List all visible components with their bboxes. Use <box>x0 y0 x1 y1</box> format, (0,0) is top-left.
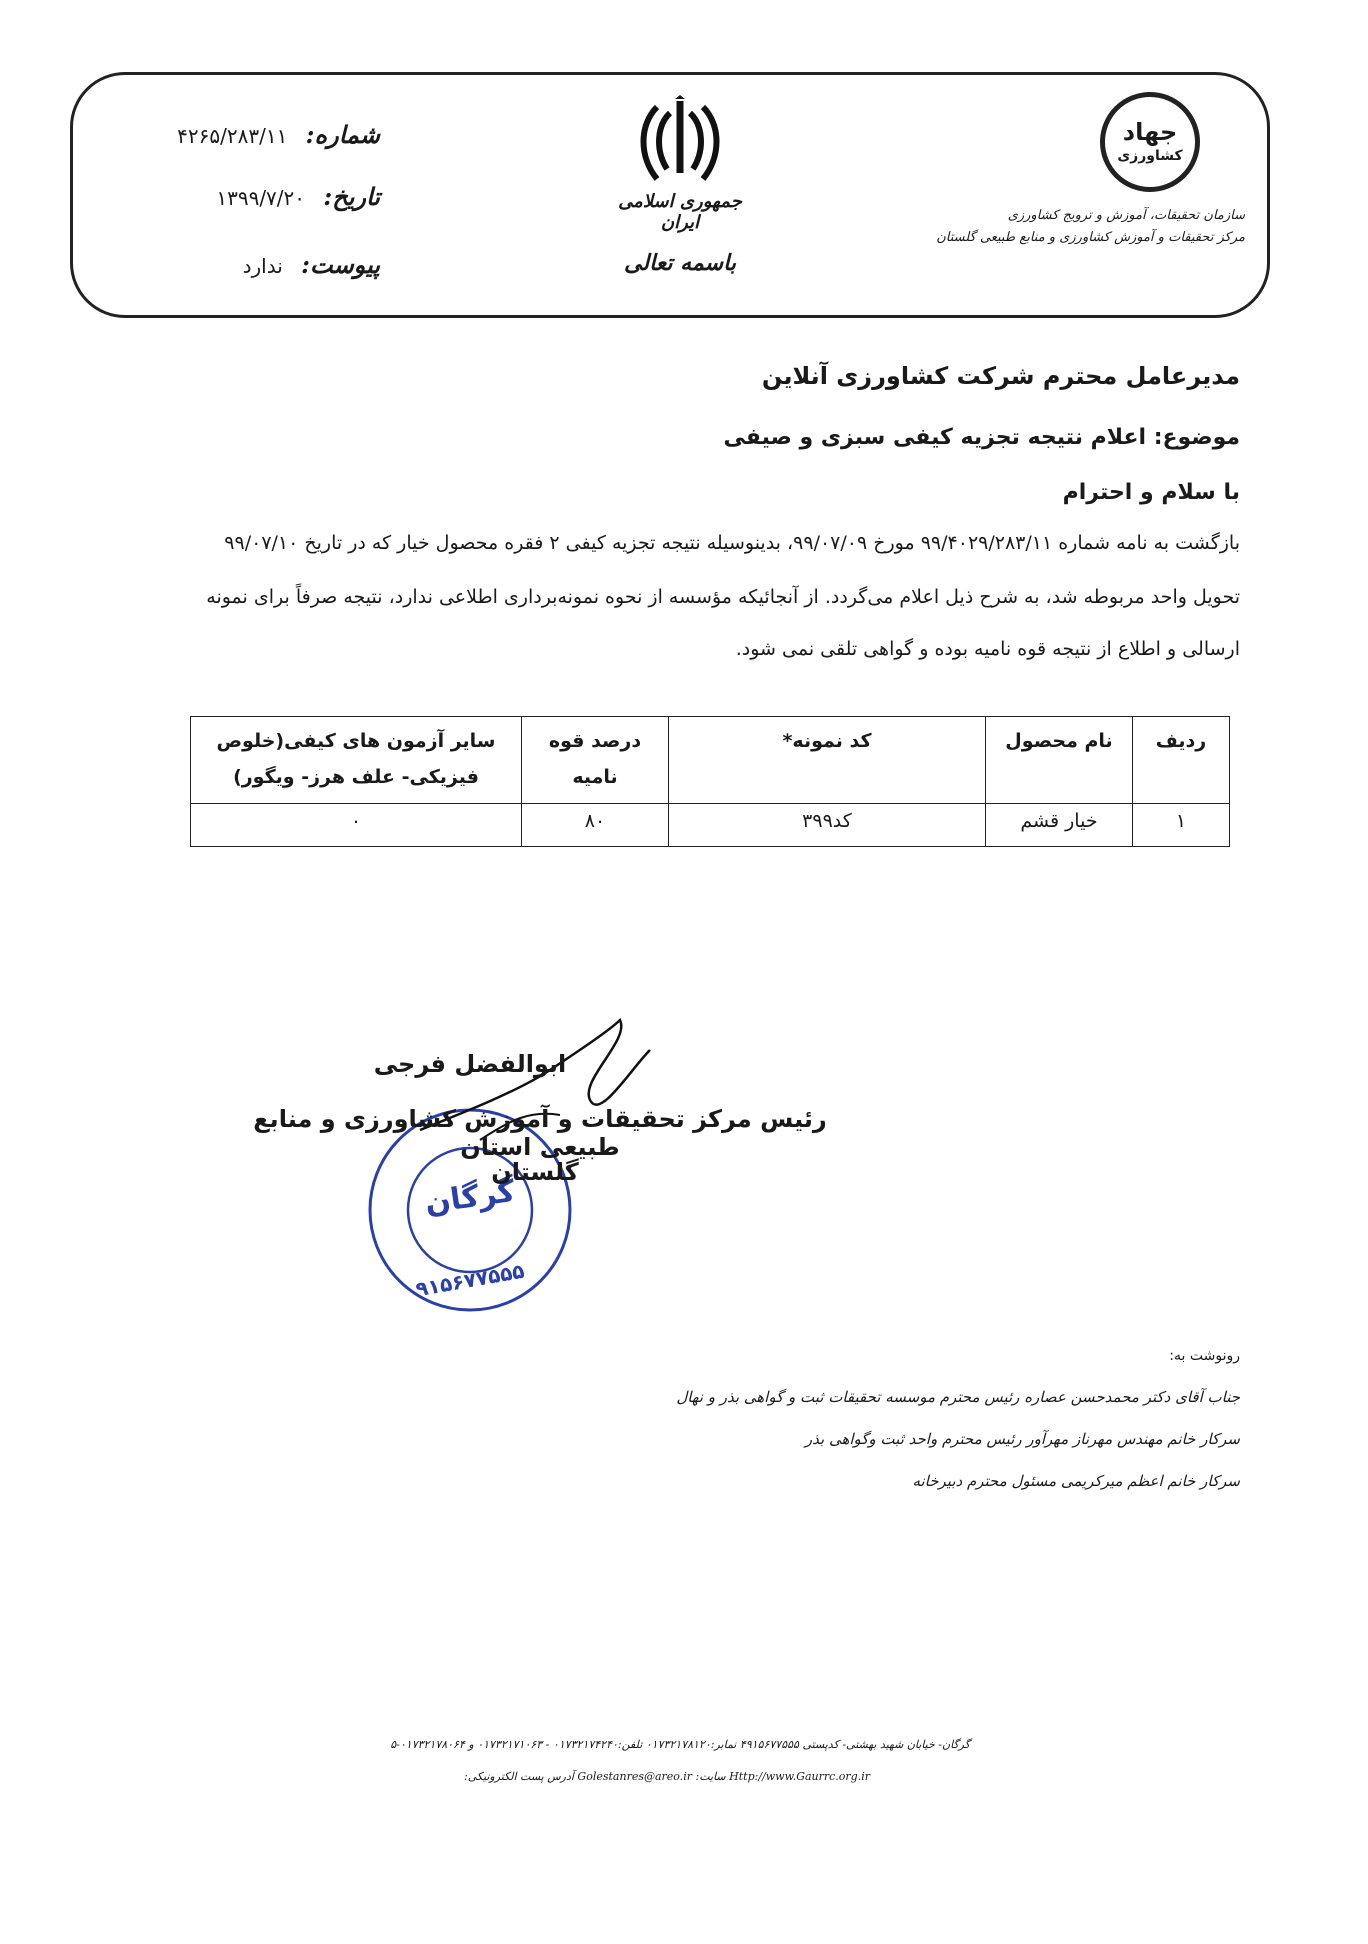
bismillah-text: باسمه تعالی <box>624 250 736 276</box>
paragraph-line-2: تحویل واحد مربوطه شد، به شرح ذیل اعلام می‌گردد. از آنجائیکه مؤسسه از نحوه نمونه‌برداری اطلاعی ندارد، نتیجه صرفاً برای نمونه <box>206 586 1240 608</box>
cell-sample-code: کد۳۹۹ <box>669 804 986 847</box>
attachment-label: پیوست: <box>301 250 380 279</box>
results-table <box>190 716 1230 847</box>
table-row <box>191 804 1230 847</box>
header-sample-code: کد نمونه* <box>669 717 986 804</box>
org-line-1: سازمان تحقیقات، آموزش و ترویج کشاورزی <box>1007 208 1245 223</box>
cc-item: سرکار خانم اعظم میرکریمی مسئول محترم دبیرخانه <box>912 1472 1240 1490</box>
logo-circle <box>1100 92 1200 192</box>
logo-text: جهاد <box>1122 118 1178 146</box>
date-value: ۱۳۹۹/۷/۲۰ <box>216 186 306 210</box>
national-emblem <box>615 95 745 233</box>
emblem-icon <box>637 95 723 187</box>
stamp-city: گرگان <box>422 1173 518 1222</box>
letter-number <box>170 120 380 149</box>
subject: موضوع: اعلام نتیجه تجزیه کیفی سبزی و صیفی <box>723 425 1240 450</box>
stamp-phone: ۹۱۵۶۷۷۵۵۵ <box>413 1258 527 1302</box>
table-header-row <box>191 717 1230 804</box>
header-product-name: نام محصول <box>986 717 1133 804</box>
header-row-number: ردیف <box>1133 717 1230 804</box>
cell-row-number: ۱ <box>1133 804 1230 847</box>
attachment-value: ندارد <box>242 254 283 278</box>
signer-province: گلستان <box>491 1158 579 1186</box>
republic-text: جمهوری اسلامی ایران <box>618 191 742 233</box>
footer-web: Http://www.Gaurrc.org.ir سایت: Golestanres@areo.ir آدرس پست الکترونیکی: <box>464 1770 870 1783</box>
recipient: مدیرعامل محترم شرکت کشاورزی آنلاین <box>761 362 1240 390</box>
letter-attachment <box>170 250 380 279</box>
footer-address: گرگان- خیابان شهید بهشتی- کدپستی ۴۹۱۵۶۷۷۵۵۵ نمابر:۰۱۷۳۲۱۷۸۱۲۰ تلفن:۰۱۷۳۲۱۷۴۲۴۰ - ۰۱۷۳۲۱۷۱۰۶۳ و ۰۱۷۳۲۱۷۸۰۶۴-۵ <box>390 1738 970 1751</box>
number-label: شماره: <box>305 120 380 149</box>
signer-name: ابوالفضل فرجی <box>373 1050 567 1078</box>
cell-other-tests: ۰ <box>191 804 522 847</box>
logo-subtext: کشاورزی <box>1117 148 1183 164</box>
header-germination: درصد قوه نامیه <box>522 717 669 804</box>
ministry-logo <box>1050 92 1250 192</box>
paragraph-line-1: بازگشت به نامه شماره ۹۹/۴۰۲۹/۲۸۳/۱۱ مورخ ۹۹/۰۷/۰۹، بدینوسیله نتیجه تجزیه کیفی ۲ فقره محصول خیار که در تاریخ ۹۹/۰۷/۱۰ <box>224 532 1240 554</box>
cell-germination: ۸۰ <box>522 804 669 847</box>
cc-item: جناب آقای دکتر محمدحسن عصاره رئیس محترم موسسه تحقیقات ثبت و گواهی بذر و نهال <box>676 1388 1240 1406</box>
number-value: ۴۲۶۵/۲۸۳/۱۱ <box>177 124 288 148</box>
cell-product-name: خیار قشم <box>986 804 1133 847</box>
date-label: تاریخ: <box>323 182 380 211</box>
org-line-2: مرکز تحقیقات و آموزش کشاورزی و منابع طبیعی گلستان <box>936 230 1245 245</box>
header-other-tests: سایر آزمون های کیفی(خلوص فیزیکی- علف هرز- ویگور) <box>191 717 522 804</box>
letter-date <box>170 182 380 211</box>
signer-title: رئیس مرکز تحقیقات و آموزش کشاورزی و منابع طبیعی استان <box>253 1105 827 1161</box>
cc-item: سرکار خانم مهندس مهرناز مهرآور رئیس محترم واحد ثبت وگواهی بذر <box>804 1430 1240 1448</box>
greeting: با سلام و احترام <box>1062 480 1240 505</box>
paragraph-line-3: ارسالی و اطلاع از نتیجه قوه نامیه بوده و گواهی تلقی نمی شود. <box>735 638 1240 660</box>
cc-label: رونوشت به: <box>1169 1348 1240 1364</box>
